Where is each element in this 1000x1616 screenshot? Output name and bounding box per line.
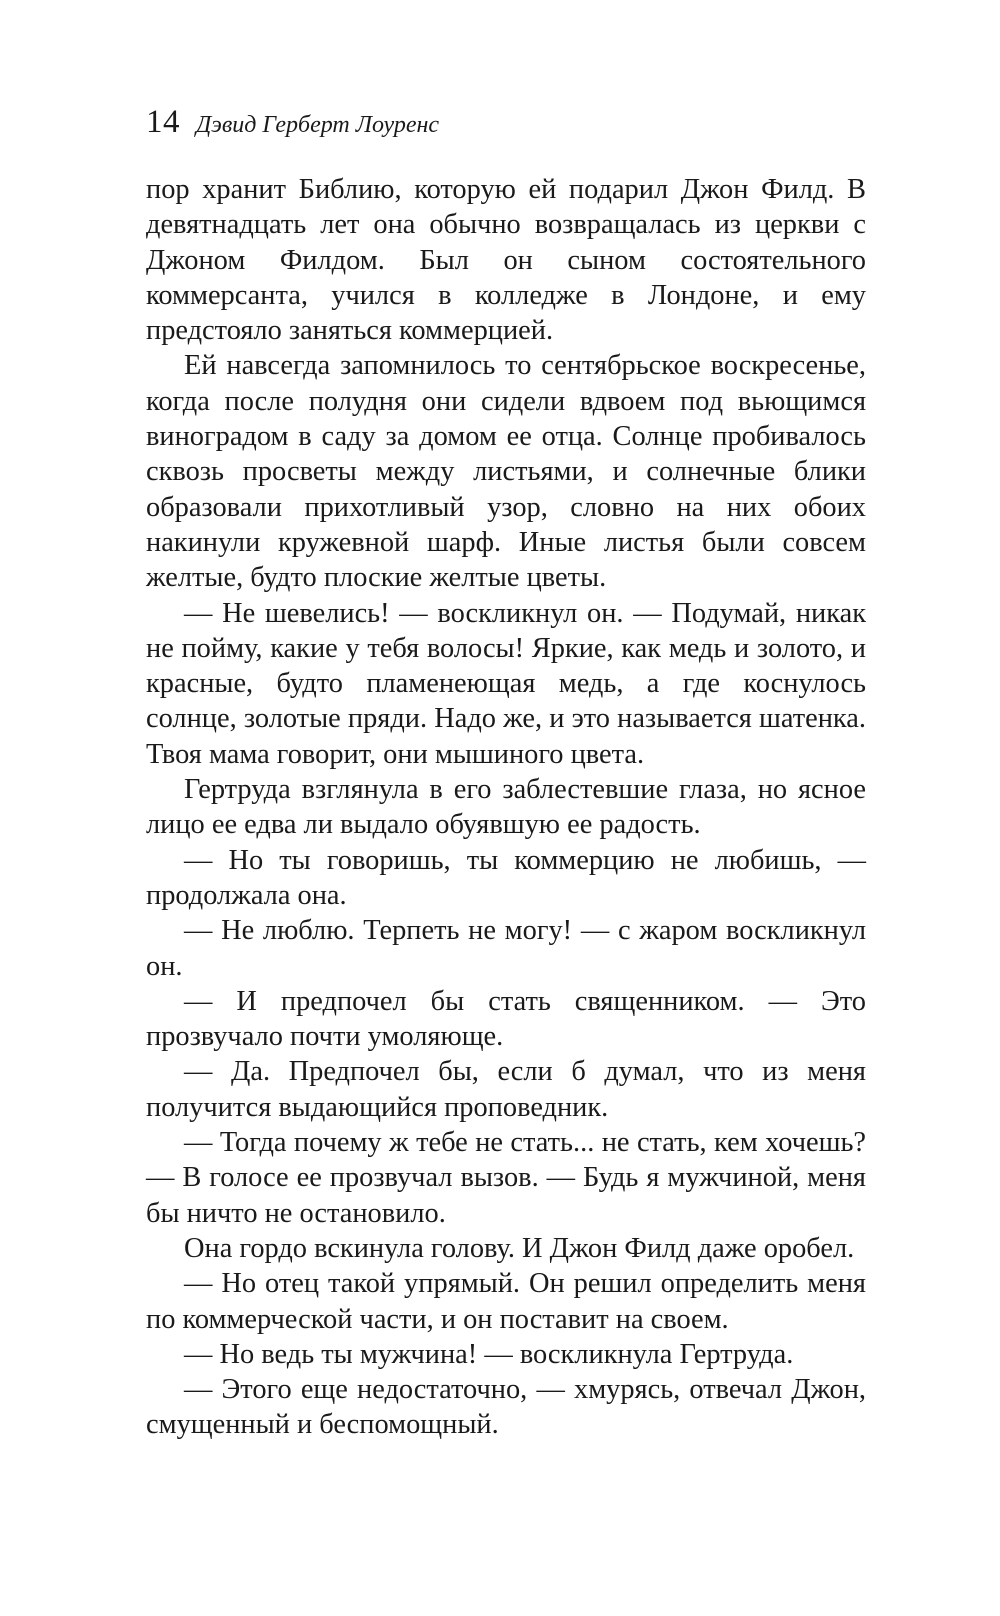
paragraph: — И предпочел бы стать священником. — Это прозвучало почти умоляюще. (146, 985, 866, 1053)
paragraph: Гертруда взглянула в его заблестевшие глаза, но ясное лицо ее едва ли выдало обуявшую ее радость. (146, 774, 866, 841)
body-text (146, 172, 866, 1443)
running-title: Дэвид Герберт Лоуренс (196, 112, 440, 138)
paragraph: — Не шевелись! — воскликнул он. — Подумай, никак не пойму, какие у тебя волосы! Яркие, как медь и золото, и красные, будто пламенеющая медь, а где коснулось солнце, золотые пряди. Надо же, и это называется шатенка. Твоя мама говорит, они мышиного цвета. (146, 597, 866, 770)
paragraph: — Тогда почему ж тебе не стать... не стать, кем хочешь? — В голосе ее прозвучал вызов. — Будь я мужчиной, меня бы ничто не остановило. (146, 1127, 866, 1229)
paragraph: Она гордо вскинула голову. И Джон Филд даже оробел. (184, 1232, 855, 1264)
paragraph: — Но отец такой упрямый. Он решил определить меня по коммерческой части, и он поставит на своем. (146, 1268, 866, 1335)
paragraph: — Но ведь ты мужчина! — воскликнула Гертруда. (184, 1338, 794, 1370)
page-number: 14 (146, 104, 180, 140)
paragraph: — Но ты говоришь, ты коммерцию не любишь, — продолжала она. (146, 844, 866, 911)
paragraph: — Этого еще недостаточно, — хмурясь, отвечал Джон, смущенный и беспомощный. (146, 1374, 866, 1441)
paragraph: — Да. Предпочел бы, если б думал, что из меня получится выдающийся проповедник. (146, 1056, 866, 1123)
paragraph: пор хранит Библию, которую ей подарил Джон Филд. В девятнадцать лет она обычно возвращалась из церкви с Джоном Филдом. Был он сыном состоятельного коммерсанта, учился в колледже в Лондоне, и ему предстояло заняться коммерцией. (146, 174, 866, 347)
paragraph: Ей навсегда запомнилось то сентябрьское воскресенье, когда после полудня они сидели вдвоем под вьющимся виноградом в саду за домом ее отца. Солнце пробивалось сквозь просветы между листьями, и солнечные блики образовали прихотливый узор, словно на них обоих накинули кружевной шарф. Иные листья были совсем желтые, будто плоские желтые цветы. (146, 350, 866, 594)
paragraph: — Не люблю. Терпеть не могу! — с жаром воскликнул он. (146, 915, 866, 982)
running-header (146, 104, 866, 154)
